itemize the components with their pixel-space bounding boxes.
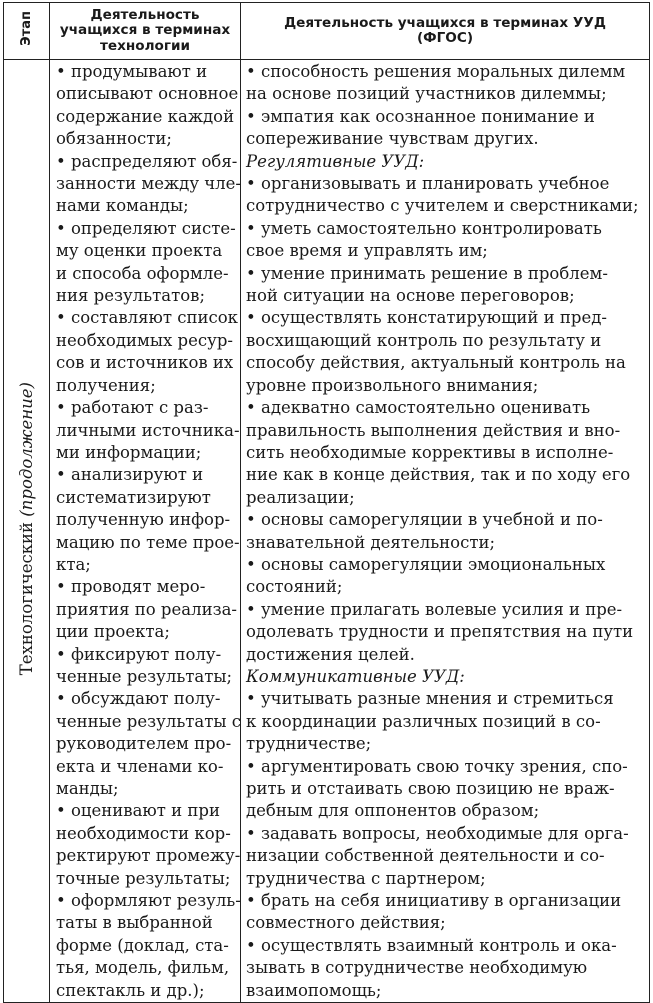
technology-activity-line: ченные результаты с: [56, 711, 242, 731]
stage-label: [17, 382, 36, 675]
stage-note: (продолжение): [17, 382, 36, 518]
technology-activity-line: систематизируют: [56, 487, 211, 507]
uud-activity-line: к координации различных позиций в со-: [246, 711, 601, 731]
uud-activity-line: сотрудничество с учителем и сверстниками;: [246, 196, 639, 216]
uud-activity-line: свое время и управлять им;: [246, 241, 488, 261]
uud-activity-line: • организовывать и планировать учебное: [246, 174, 610, 194]
header-technology-line: Деятельность: [90, 6, 200, 23]
uud-activity-line: • осуществлять взаимный контроль и ока-: [246, 935, 617, 955]
content-row: [4, 60, 650, 1003]
technology-activity-line: таты в выбранной: [56, 913, 213, 933]
header-row: [4, 3, 650, 60]
uud-activity-line: трудничества с партнером;: [246, 868, 486, 888]
technology-activity-line: ми информации;: [56, 442, 202, 462]
uud-activity-line: сить необходимые коррективы в исполне-: [246, 442, 614, 462]
activity-table: [3, 2, 650, 1003]
header-technology-line: учащихся в терминах: [59, 22, 231, 39]
uud-activity-line: правильность выполнения действия и вно-: [246, 420, 621, 440]
header-uud: [241, 3, 650, 60]
technology-activity-line: • оценивают и при: [56, 801, 220, 821]
technology-activity-line: ния результатов;: [56, 286, 206, 306]
uud-activity-line: восхищающий контроль по результату и: [246, 330, 602, 350]
technology-activity-line: манды;: [56, 779, 119, 798]
uud-activity-line: рить и отстаивать свою позицию не враж-: [246, 779, 615, 798]
technology-activity-line: тья, модель, фильм,: [56, 958, 230, 978]
technology-activity-line: • продумывают и: [56, 62, 208, 81]
uud-activity-line: сопереживание чувствам других.: [246, 129, 539, 149]
technology-activity-line: нами команды;: [56, 196, 189, 216]
technology-activity-line: • обсуждают полу-: [56, 689, 221, 709]
technology-activity-line: приятия по реализа-: [56, 599, 237, 619]
technology-activity-line: • анализируют и: [56, 465, 204, 485]
technology-activity-line: ченные результаты;: [56, 666, 233, 686]
technology-activity-line: сов и источников их: [56, 353, 234, 373]
stage-cell: [4, 60, 50, 1003]
uud-activity-line: реализации;: [246, 487, 355, 507]
uud-activities-cell: [241, 60, 650, 1003]
technology-activity-line: • проводят меро-: [56, 577, 206, 597]
technology-activity-line: обязанности;: [56, 129, 172, 149]
header-stage: [4, 3, 50, 60]
header-technology-line: технологии: [99, 37, 191, 54]
technology-activity-line: • фиксируют полу-: [56, 644, 222, 664]
uud-activity-line: • адекватно самостоятельно оценивать: [246, 398, 591, 418]
uud-activity-line: достижения целей.: [246, 644, 415, 664]
uud-activity-line: совместного действия;: [246, 913, 446, 933]
technology-activity-line: кта;: [56, 554, 91, 574]
uud-activity-line: способу действия, актуальный контроль на: [246, 353, 626, 373]
technology-activity-line: ции проекта;: [56, 622, 170, 642]
uud-activity-line: • задавать вопросы, необходимые для орга-: [246, 823, 629, 843]
technology-activity-line: форме (доклад, ста-: [56, 935, 229, 955]
uud-activity-line: • учитывать разные мнения и стремиться: [246, 689, 614, 709]
uud-activity-line: • уметь самостоятельно контролировать: [246, 218, 602, 238]
technology-activities-cell: [50, 60, 241, 1003]
technology-activity-line: • оформляют резуль-: [56, 891, 241, 911]
uud-activity-line: знавательной деятельности;: [246, 532, 496, 552]
uud-activity-line: взаимопомощь;: [246, 980, 382, 1000]
technology-activity-line: личными источника-: [56, 420, 240, 440]
uud-activity-line: • основы саморегуляции в учебной и по-: [246, 510, 603, 530]
technology-activity-line: • определяют систе-: [56, 218, 236, 238]
uud-activity-line: низации собственной деятельности и со-: [246, 846, 605, 866]
section-heading: Регулятивные УУД:: [246, 151, 425, 171]
uud-activity-line: ной ситуации на основе переговоров;: [246, 286, 575, 306]
uud-activity-line: • эмпатия как осознанное понимание и: [246, 106, 595, 126]
uud-activity-line: зывать в сотрудничестве необходимую: [246, 958, 588, 978]
stage-name: Технологический: [17, 522, 36, 676]
technology-activity-line: мацию по теме прое-: [56, 532, 240, 552]
header-uud-line: (ФГОС): [416, 30, 474, 46]
header-stage-label: Этап: [18, 11, 34, 47]
uud-activity-line: дебным для оппонентов образом;: [246, 801, 540, 821]
technology-activity-line: полученную инфор-: [56, 510, 231, 530]
uud-activity-line: ние как в конце действия, так и по ходу его: [246, 465, 631, 485]
technology-activity-line: необходимых ресур-: [56, 330, 233, 350]
technology-activity-line: занности между чле-: [56, 174, 241, 194]
uud-activity-line: • основы саморегуляции эмоциональных: [246, 554, 606, 574]
uud-activity-line: • способность решения моральных дилемм: [246, 62, 626, 81]
technology-activity-line: екта и членами ко-: [56, 756, 224, 776]
technology-activity-line: необходимости кор-: [56, 823, 231, 843]
technology-activity-line: и способа оформле-: [56, 263, 229, 283]
technology-activity-line: получения;: [56, 375, 156, 395]
uud-activity-line: • осуществлять констатирующий и пред-: [246, 308, 607, 328]
uud-activity-line: одолевать трудности и препятствия на пути: [246, 622, 634, 642]
uud-activity-line: • аргументировать свою точку зрения, спо-: [246, 756, 628, 776]
technology-activity-line: руководителем про-: [56, 734, 232, 754]
uud-activity-line: состояний;: [246, 577, 343, 597]
technology-activity-line: му оценки проекта: [56, 241, 223, 261]
uud-activity-line: трудничестве;: [246, 734, 372, 754]
technology-activity-line: спектакль и др.);: [56, 980, 205, 1000]
uud-activity-line: • умение принимать решение в проблем-: [246, 263, 608, 283]
technology-activity-line: точные результаты;: [56, 868, 231, 888]
technology-activity-line: содержание каждой: [56, 106, 235, 126]
technology-activity-line: • работают с раз-: [56, 398, 209, 418]
technology-activity-line: • составляют список: [56, 308, 238, 328]
uud-activity-line: на основе позиций участников дилеммы;: [246, 84, 607, 104]
uud-activity-line: • умение прилагать волевые усилия и пре-: [246, 599, 623, 619]
header-technology: [50, 3, 241, 60]
header-uud-line: Деятельность учащихся в терминах УУД: [284, 14, 606, 31]
technology-activity-line: • распределяют обя-: [56, 151, 238, 171]
uud-activity-line: • брать на себя инициативу в организации: [246, 891, 622, 911]
technology-activity-line: описывают основное: [56, 84, 239, 104]
section-heading: Коммуникативные УУД:: [246, 666, 465, 686]
technology-activity-line: ректируют промежу-: [56, 846, 241, 866]
uud-activity-line: уровне произвольного внимания;: [246, 375, 539, 395]
